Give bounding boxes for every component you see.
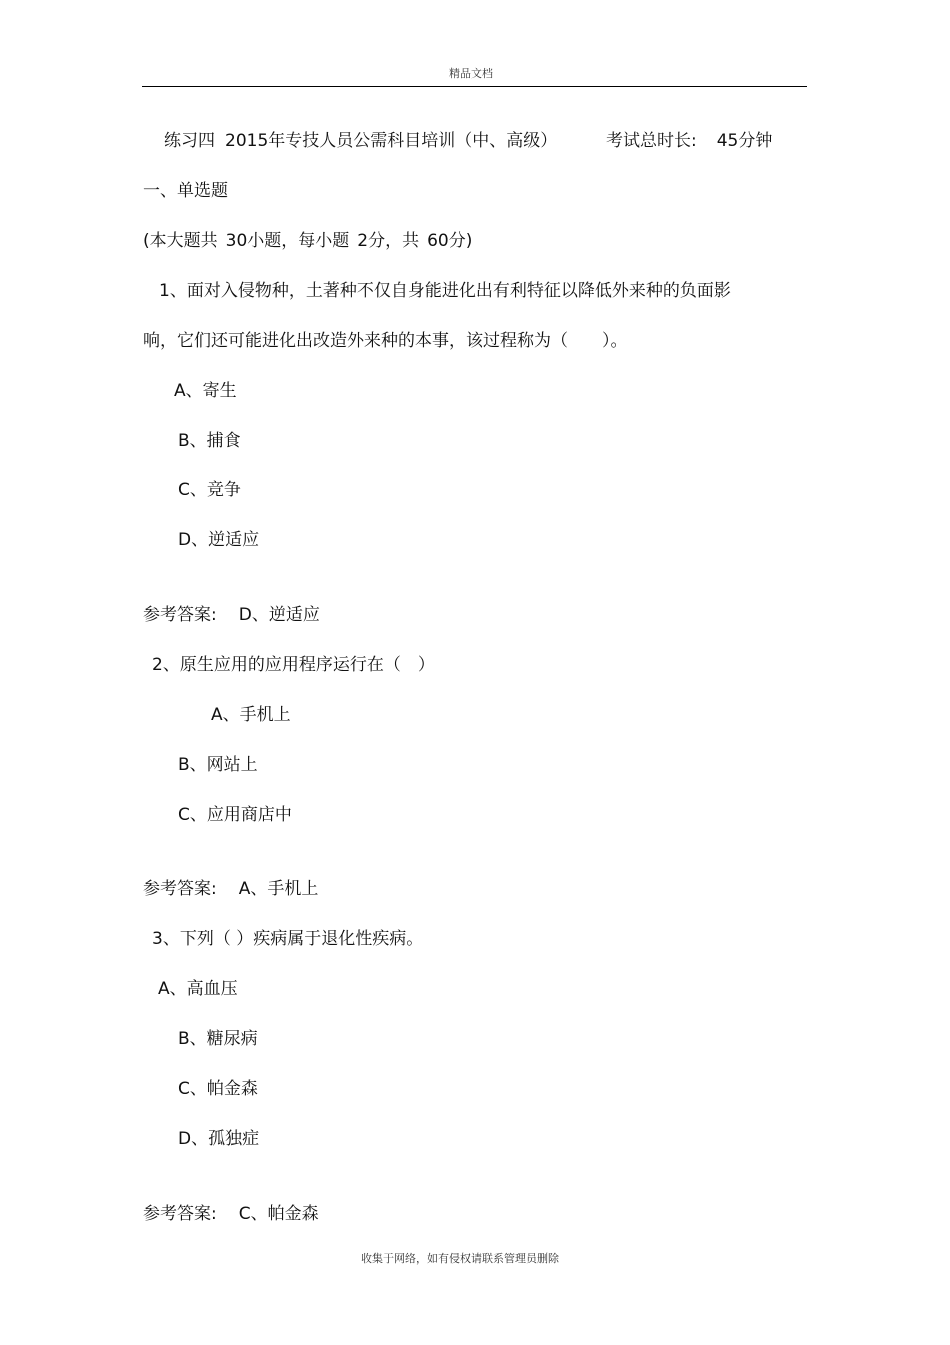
note-count: 30 bbox=[225, 231, 248, 251]
note-mid: 小题，每小题 bbox=[247, 231, 350, 251]
exam-duration bbox=[606, 133, 772, 150]
question-1-option-c: C、竞争 bbox=[178, 480, 241, 500]
note-prefix: (本大题共 bbox=[143, 231, 218, 251]
question-2-stem: 2、原生应用的应用程序运行在（ ） bbox=[152, 655, 435, 675]
question-1-stem-line2: 响，它们还可能进化出改造外来种的本事，该过程称为（ ）。 bbox=[143, 331, 628, 351]
page-footer: 收集于网络，如有侵权请联系管理员删除 bbox=[361, 1252, 559, 1265]
exam-title bbox=[164, 133, 557, 150]
question-3-option-b: B、糖尿病 bbox=[178, 1029, 258, 1049]
question-1-stem-line1: 1、面对入侵物种，土著种不仅自身能进化出有利特征以降低外来种的负面影 bbox=[159, 281, 731, 301]
question-1-option-a: A、寄生 bbox=[174, 381, 237, 401]
note-score: 2 bbox=[357, 231, 369, 251]
question-3-option-a: A、高血压 bbox=[158, 979, 238, 999]
header-rule bbox=[142, 86, 807, 87]
section-heading: 一、单选题 bbox=[143, 181, 228, 201]
question-2-answer bbox=[143, 881, 318, 898]
page-header: 精品文档 bbox=[449, 67, 493, 80]
question-1-answer bbox=[143, 607, 320, 624]
question-2-option-c: C、应用商店中 bbox=[178, 805, 292, 825]
question-1-option-d: D、逆适应 bbox=[178, 530, 260, 550]
duration-label: 考试总时长: bbox=[606, 131, 697, 151]
note-mid2: 分，共 bbox=[368, 231, 420, 251]
question-3-stem: 3、下列（ ）疾病属于退化性疾病。 bbox=[152, 929, 424, 949]
course-name: 年专技人员公需科目培训（中、高级） bbox=[268, 131, 558, 151]
question-2-option-b: B、网站上 bbox=[178, 755, 258, 775]
section-note bbox=[143, 233, 472, 250]
question-2-option-a: A、手机上 bbox=[211, 705, 291, 725]
question-3-answer bbox=[143, 1206, 319, 1223]
question-3-option-c: C、帕金森 bbox=[178, 1079, 258, 1099]
exercise-label: 练习四 bbox=[164, 131, 215, 151]
answer-label: 参考答案: bbox=[143, 605, 217, 625]
question-3-option-d: D、孤独症 bbox=[178, 1129, 260, 1149]
question-1-option-b: B、捕食 bbox=[178, 431, 241, 451]
answer-value: A、手机上 bbox=[238, 879, 319, 899]
answer-label: 参考答案: bbox=[143, 879, 217, 899]
answer-label: 参考答案: bbox=[143, 1204, 217, 1224]
answer-value: C、帕金森 bbox=[238, 1204, 319, 1224]
duration-unit: 分钟 bbox=[738, 131, 773, 151]
note-suffix: 分) bbox=[448, 231, 473, 251]
duration-value: 45 bbox=[716, 131, 739, 151]
note-total: 60 bbox=[427, 231, 449, 251]
answer-value: D、逆适应 bbox=[238, 605, 320, 625]
exam-year: 2015 bbox=[225, 131, 269, 151]
